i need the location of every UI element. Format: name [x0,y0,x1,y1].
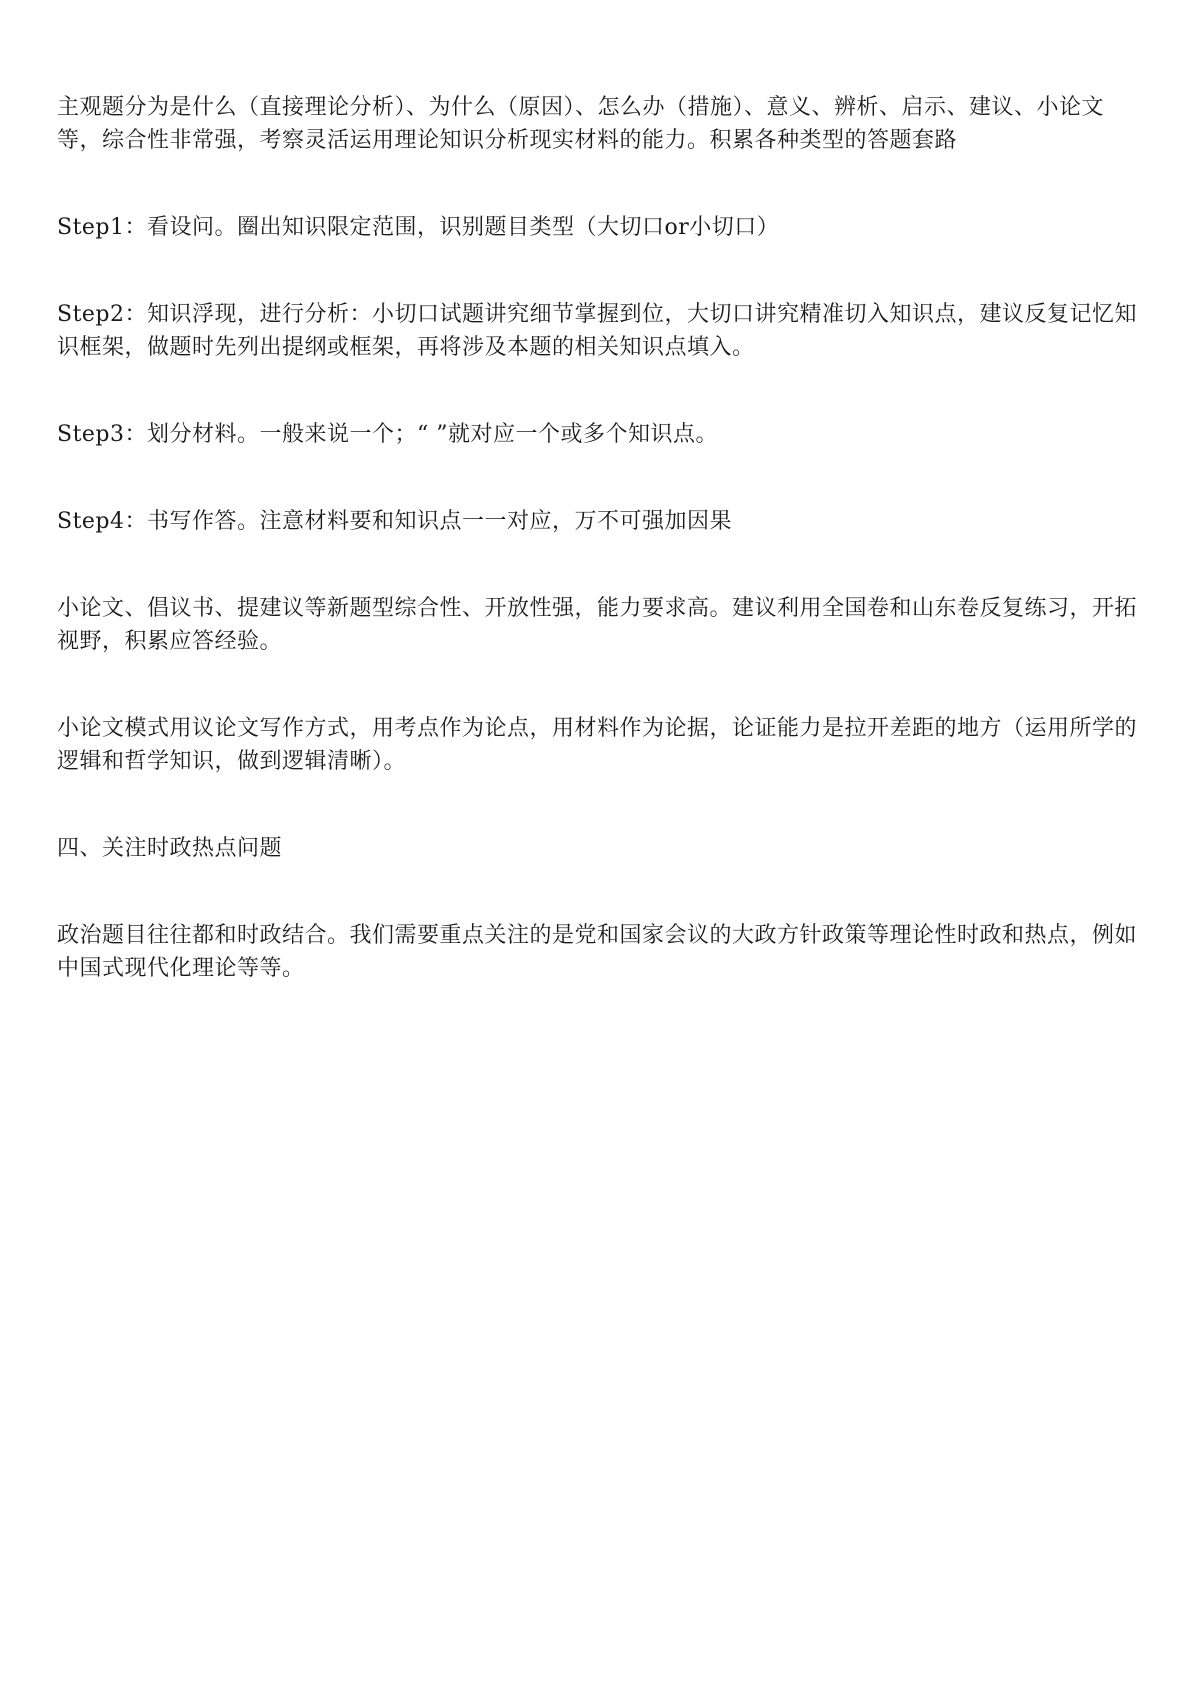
paragraph-new-question-types: 小论文、倡议书、提建议等新题型综合性、开放性强，能力要求高。建议利用全国卷和山东卷反复练习，开拓视野，积累应答经验。 [57,596,1138,654]
paragraph-subjective-question-types: 主观题分为是什么（直接理论分析）、为什么（原因）、怎么办（措施）、意义、辨析、启示、建议、小论文等，综合性非常强，考察灵活运用理论知识分析现实材料的能力。积累各种类型的答题套路 [57,95,1105,153]
paragraph-current-affairs: 政治题目往往都和时政结合。我们需要重点关注的是党和国家会议的大政方针政策等理论性时政和热点，例如中国式现代化理论等等。 [57,923,1138,981]
paragraph-step2: Step2：知识浮现，进行分析：小切口试题讲究细节掌握到位，大切口讲究精准切入知识点，建议反复记忆知识框架，做题时先列出提纲或框架，再将涉及本题的相关知识点填入。 [57,302,1138,360]
paragraph-step3: Step3：划分材料。一般来说一个；“ ”就对应一个或多个知识点。 [57,422,719,447]
paragraph-step1: Step1：看设问。圈出知识限定范围，识别题目类型（大切口or小切口） [57,215,780,240]
document-body [57,91,1137,1039]
paragraph-essay-mode: 小论文模式用议论文写作方式，用考点作为论点，用材料作为论据，论证能力是拉开差距的地方（运用所学的逻辑和哲学知识，做到逻辑清晰）。 [57,716,1138,774]
section-heading-current-affairs: 四、关注时政热点问题 [57,836,283,861]
paragraph-step4: Step4：书写作答。注意材料要和知识点一一对应，万不可强加因果 [57,509,733,534]
